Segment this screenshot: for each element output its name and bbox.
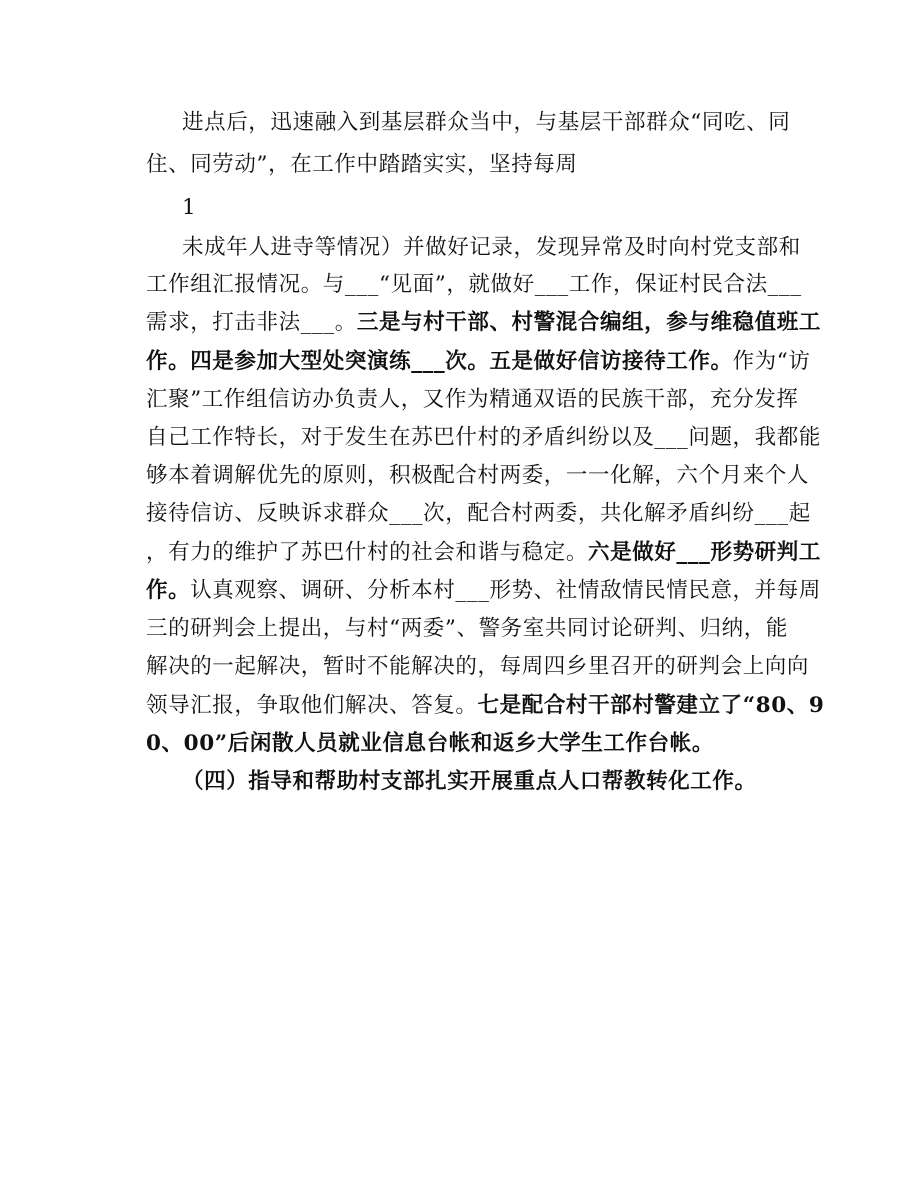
bold-text-run: 七是配合村干部村警建立了“80、9 bbox=[477, 693, 825, 718]
text-run: 进点后，迅速融入到基层群众当中，与基层干部群众“同吃、同 bbox=[182, 110, 791, 135]
text-line bbox=[146, 729, 786, 759]
text-run: 1 bbox=[182, 195, 197, 220]
text-run: 需求，打击非法___。 bbox=[146, 310, 357, 335]
text-line bbox=[146, 270, 802, 300]
text-run: ，有力的维护了苏巴什村的社会和谐与稳定。 bbox=[146, 540, 589, 565]
text-run: 工作组汇报情况。与___“见面”，就做好___工作，保证村民合法___ bbox=[146, 272, 802, 297]
text-line bbox=[182, 108, 822, 138]
text-run: 三的研判会上提出，与村“两委”、警务室共同讨论研判、归纳，能 bbox=[146, 616, 788, 641]
text-line bbox=[146, 576, 821, 606]
bold-text-run: 三是与村干部、村警混合编组，参与维稳值班工 bbox=[356, 310, 821, 335]
text-line bbox=[146, 614, 786, 644]
bold-text-run: 0、00”后闲散人员就业信息台帐和返乡大学生工作台帐。 bbox=[146, 731, 714, 756]
text-run: 解决的一起解决，暂时不能解决的，每周四乡里召开的研判会上向向 bbox=[146, 654, 810, 679]
text-line bbox=[146, 461, 810, 491]
text-run: 住、同劳动”，在工作中踏踏实实，坚持每周 bbox=[146, 152, 578, 177]
text-run: 够本着调解优先的原则，积极配合村两委，一一化解，六个月来个人 bbox=[146, 463, 810, 488]
text-line bbox=[146, 308, 821, 338]
text-line bbox=[146, 499, 811, 529]
bold-text-run: 作。四是参加大型处突演练___次。五是做好信访接待工作。 bbox=[146, 349, 733, 374]
text-line bbox=[146, 347, 811, 377]
text-run: 作为“访 bbox=[732, 349, 811, 374]
text-line bbox=[146, 691, 825, 721]
text-line bbox=[146, 385, 799, 415]
text-run: 接待信访、反映诉求群众___次，配合村两委，共化解矛盾纠纷___起 bbox=[146, 501, 811, 526]
text-line bbox=[146, 538, 821, 568]
bold-text-run: 六是做好___形势研判工 bbox=[588, 540, 821, 565]
text-line bbox=[146, 423, 821, 453]
text-line bbox=[146, 652, 810, 682]
text-line bbox=[146, 150, 786, 180]
page-number bbox=[182, 193, 822, 223]
text-line bbox=[182, 233, 822, 263]
text-run: 自己工作特长，对于发生在苏巴什村的矛盾纠纷以及___问题，我都能 bbox=[146, 425, 821, 450]
bold-text-run: （四）指导和帮助村支部扎实开展重点人口帮教转化工作。 bbox=[182, 769, 757, 794]
text-run: 认真观察、调研、分析本村___形势、社情敌情民情民意，并每周 bbox=[190, 578, 821, 603]
section-heading bbox=[182, 767, 822, 797]
text-run: 汇聚”工作组信访办负责人，又作为精通双语的民族干部，充分发挥 bbox=[146, 387, 799, 412]
text-run: 领导汇报，争取他们解决、答复。 bbox=[146, 693, 478, 718]
text-run: 未成年人进寺等情况）并做好记录，发现异常及时向村党支部和 bbox=[182, 235, 801, 260]
bold-text-run: 作。 bbox=[146, 578, 191, 603]
